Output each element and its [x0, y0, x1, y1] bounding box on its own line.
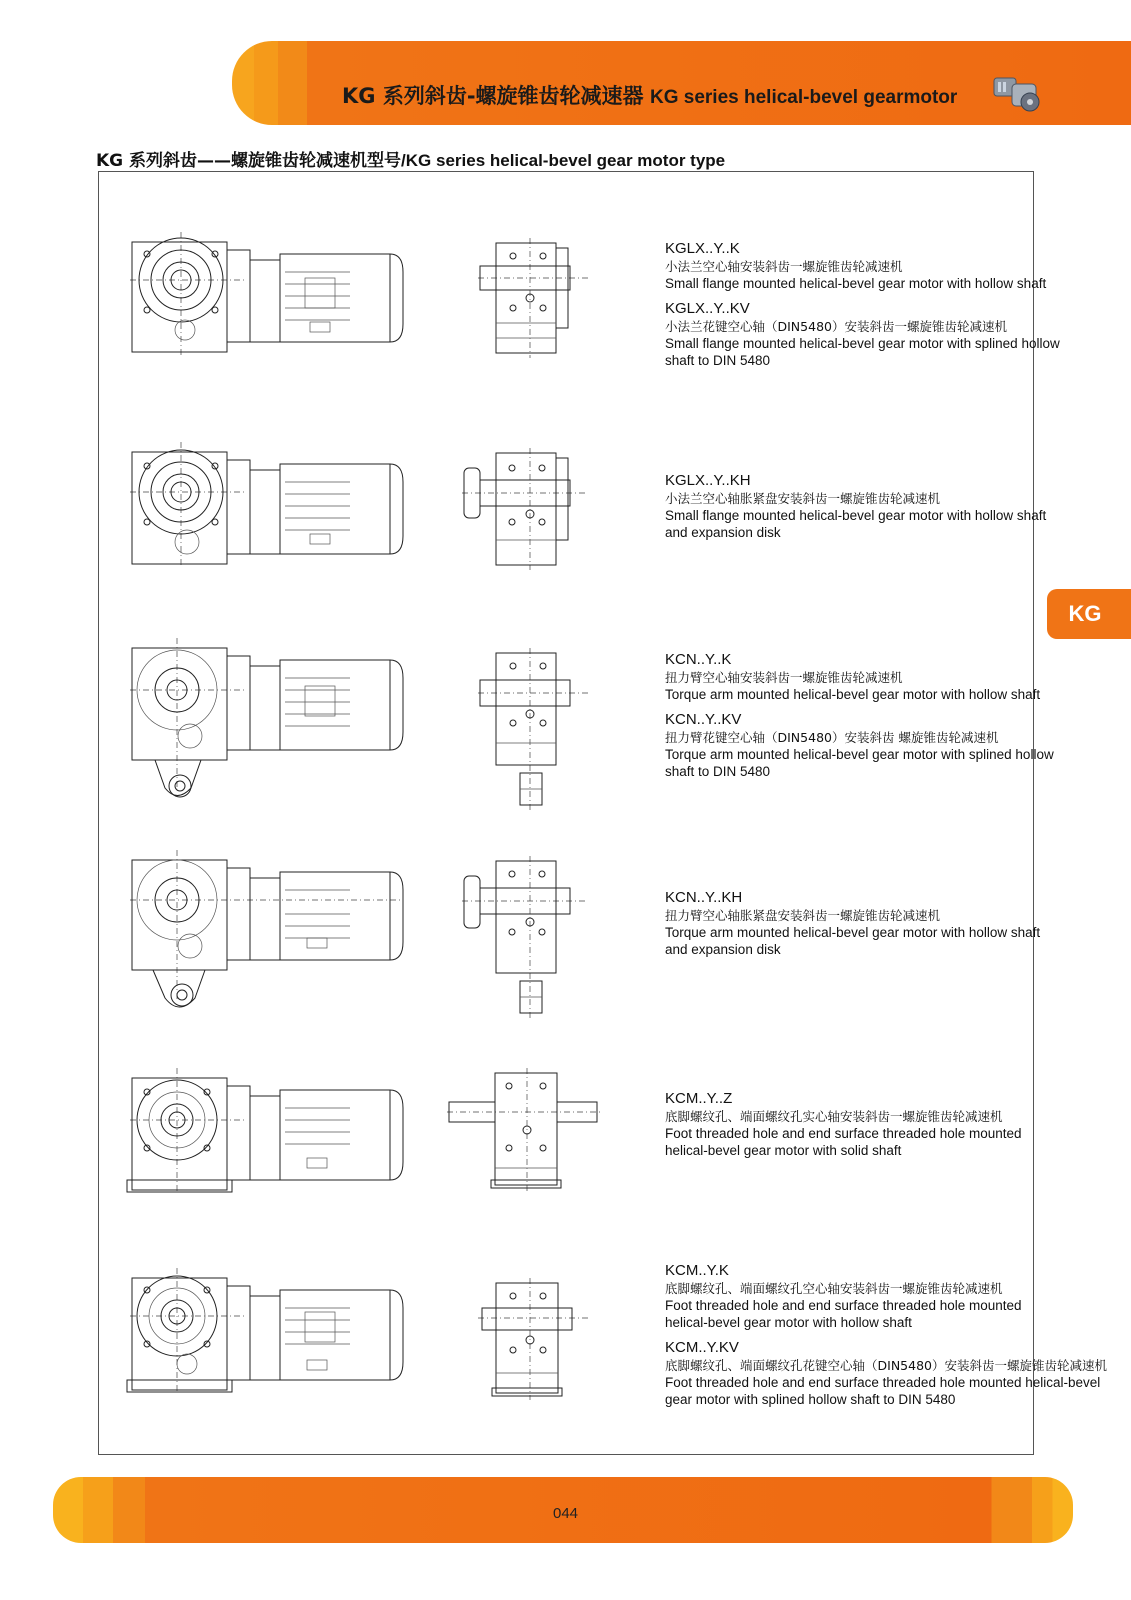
drawing-kcn-k-front [125, 638, 410, 813]
model-desc-en: shaft to DIN 5480 [665, 353, 771, 368]
model-code: KCM..Y.K [665, 1262, 729, 1279]
model-desc-en: Small flange mounted helical-bevel gear motor with splined hollow [665, 336, 1060, 351]
model-desc-en: helical-bevel gear motor with solid shaft [665, 1143, 902, 1158]
model-code: KCN..Y..K [665, 651, 732, 668]
drawing-kglx-k-side [478, 238, 588, 358]
model-desc-en: Torque arm mounted helical-bevel gear motor with hollow shaft [665, 687, 1041, 702]
section-title-en: /KG series helical-bevel gear motor type [401, 151, 726, 170]
section-title-zh: KG 系列斜齿——螺旋锥齿轮减速机型号 [96, 151, 402, 171]
row-5-text [665, 1090, 1022, 1159]
model-desc-en: shaft to DIN 5480 [665, 764, 771, 779]
drawing-kglx-kh-front [125, 442, 410, 572]
row-1-text [665, 240, 1060, 369]
model-desc-en: and expansion disk [665, 942, 781, 957]
model-desc-en: Small flange mounted helical-bevel gear motor with hollow shaft [665, 276, 1047, 291]
gearmotor-icon [990, 72, 1046, 120]
drawing-kglx-kh-side [462, 448, 588, 570]
model-desc-en: Foot threaded hole and end surface threaded hole mounted [665, 1298, 1022, 1313]
model-code: KGLX..Y..K [665, 240, 740, 257]
drawing-kcm-z-side [447, 1068, 602, 1193]
drawing-kcn-kh-side [462, 856, 588, 1021]
row-6-text [665, 1262, 1107, 1408]
drawing-kglx-k-front [125, 232, 410, 362]
section-title [96, 146, 725, 171]
model-code: KGLX..Y..KH [665, 472, 751, 489]
model-desc-en: Torque arm mounted helical-bevel gear motor with splined hollow [665, 747, 1054, 762]
model-desc-en: helical-bevel gear motor with hollow shaft [665, 1315, 912, 1330]
drawing-kcn-k-side [478, 648, 588, 813]
model-desc-zh: 小法兰花键空心轴（DIN5480）安装斜齿一螺旋锥齿轮减速机 [665, 319, 1007, 334]
model-code: KGLX..Y..KV [665, 300, 750, 317]
drawing-kcm-z-front [125, 1068, 410, 1198]
page-number: 044 [552, 1505, 579, 1522]
drawing-kcn-kh-front [125, 850, 410, 1022]
header-title-zh: KG 系列斜齿-螺旋锥齿轮减速器 [342, 84, 644, 108]
row-4-text [665, 889, 1040, 958]
model-desc-en: Torque arm mounted helical-bevel gear motor with hollow shaft [665, 925, 1041, 940]
model-desc-en: Foot threaded hole and end surface threaded hole mounted helical-bevel [665, 1375, 1101, 1390]
model-desc-zh: 底脚螺纹孔、端面螺纹孔花键空心轴（DIN5480）安装斜齿一螺旋锥齿轮减速机 [665, 1358, 1107, 1373]
model-code: KCM..Y..Z [665, 1090, 733, 1107]
row-3-text [665, 651, 1054, 780]
model-desc-zh: 底脚螺纹孔、端面螺纹孔空心轴安装斜齿一螺旋锥齿轮减速机 [665, 1281, 1003, 1296]
model-code: KCN..Y..KV [665, 711, 742, 728]
model-desc-zh: 小法兰空心轴安装斜齿一螺旋锥齿轮减速机 [665, 259, 903, 274]
model-desc-en: Small flange mounted helical-bevel gear motor with hollow shaft [665, 508, 1047, 523]
header-title-en: KG series helical-bevel gearmotor [650, 87, 958, 108]
model-desc-en: gear motor with splined hollow shaft to DIN 5480 [665, 1392, 956, 1407]
model-desc-zh: 扭力臂空心轴胀紧盘安装斜齿一螺旋锥齿轮减速机 [665, 908, 941, 923]
kg-side-tab[interactable]: KG [1047, 589, 1131, 639]
model-code: KCN..Y..KH [665, 889, 743, 906]
model-desc-zh: 小法兰空心轴胀紧盘安装斜齿一螺旋锥齿轮减速机 [665, 491, 941, 506]
model-desc-en: and expansion disk [665, 525, 781, 540]
drawing-kcm-k-side [478, 1278, 588, 1400]
model-code: KCM..Y.KV [665, 1339, 739, 1356]
model-desc-en: Foot threaded hole and end surface threaded hole mounted [665, 1126, 1022, 1141]
model-desc-zh: 扭力臂空心轴安装斜齿一螺旋锥齿轮减速机 [665, 670, 903, 685]
drawing-kcm-k-front [125, 1268, 410, 1398]
model-desc-zh: 扭力臂花键空心轴（DIN5480）安装斜齿 螺旋锥齿轮减速机 [665, 730, 999, 745]
page-header-title [342, 80, 957, 110]
model-desc-zh: 底脚螺纹孔、端面螺纹孔实心轴安装斜齿一螺旋锥齿轮减速机 [665, 1109, 1003, 1124]
row-2-text [665, 472, 1046, 541]
